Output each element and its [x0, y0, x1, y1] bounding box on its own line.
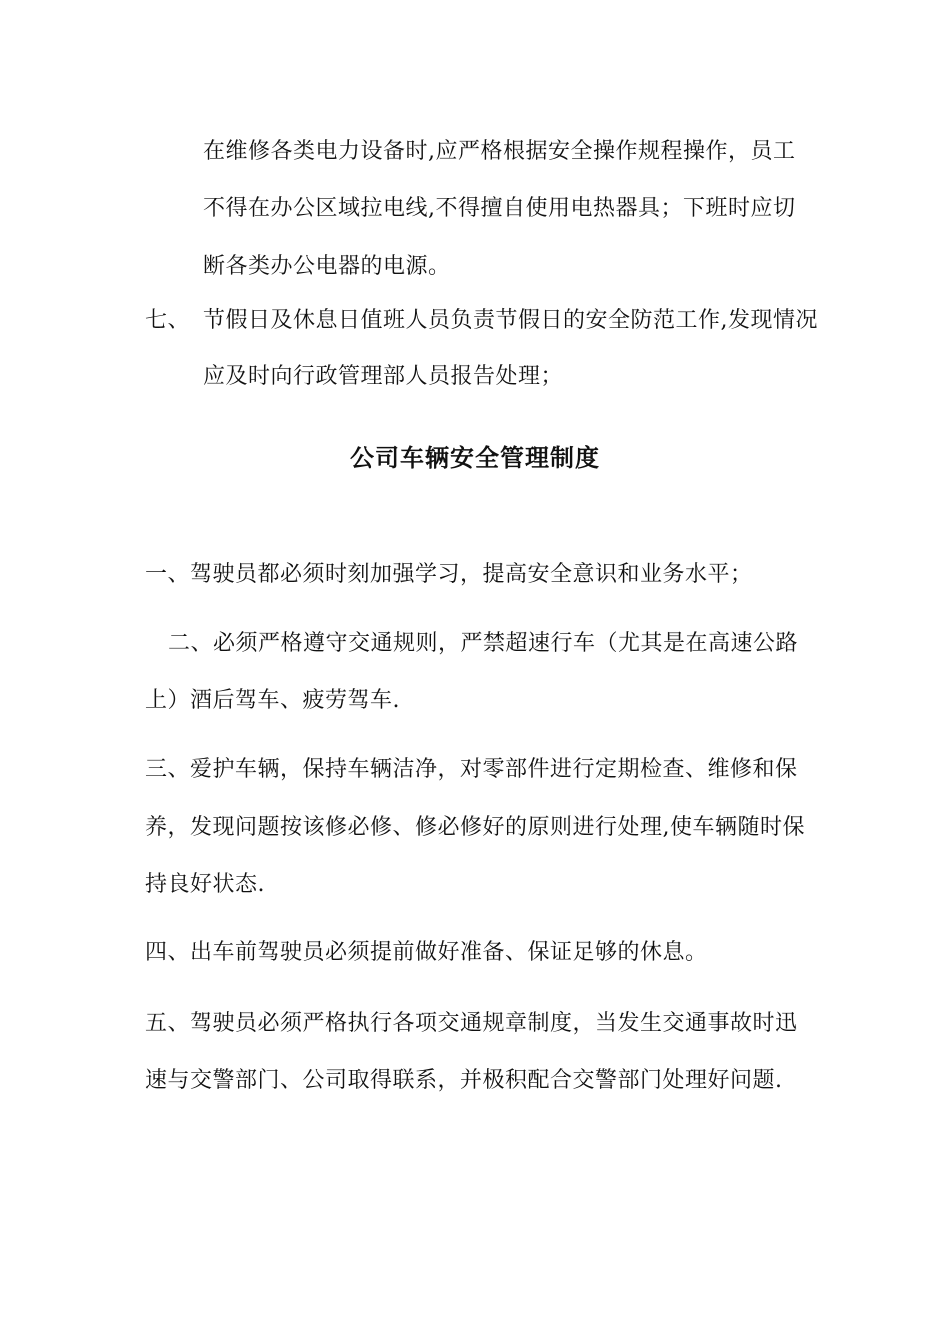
rule-line: 持良好状态. — [145, 872, 265, 897]
rule-line: 二、必须严格遵守交通规则，严禁超速行车（尤其是在高速公路 — [168, 631, 799, 656]
rule-line: 五、驾驶员必须严格执行各项交通规章制度，当发生交通事故时迅 — [145, 1011, 798, 1036]
paragraph-line: 节假日及休息日值班人员负责节假日的安全防范工作,发现情况 — [203, 308, 818, 333]
paragraph-line: 应及时向行政管理部人员报告处理； — [203, 364, 564, 389]
paragraph-line: 不得在办公区域拉电线,不得擅自使用电热器具；下班时应切 — [203, 196, 796, 221]
paragraph-line: 断各类办公电器的电源。 — [203, 254, 451, 279]
rule-line: 速与交警部门、公司取得联系，并极积配合交警部门处理好问题. — [145, 1068, 783, 1093]
rule-line: 养，发现问题按该修必修、修必修好的原则进行处理,使车辆随时保 — [145, 815, 805, 840]
rule-line: 上）酒后驾车、疲劳驾车. — [145, 688, 400, 713]
rule-line: 三、爱护车辆，保持车辆洁净，对零部件进行定期检查、维修和保 — [145, 757, 798, 782]
rule-line: 一、驾驶员都必须时刻加强学习，提高安全意识和业务水平； — [145, 562, 753, 587]
section-title: 公司车辆安全管理制度 — [350, 444, 600, 472]
paragraph-line: 在维修各类电力设备时,应严格根据安全操作规程操作，员工 — [203, 139, 796, 164]
rule-line: 四、出车前驾驶员必须提前做好准备、保证足够的休息。 — [145, 940, 708, 965]
list-marker: 七、 — [145, 308, 191, 333]
